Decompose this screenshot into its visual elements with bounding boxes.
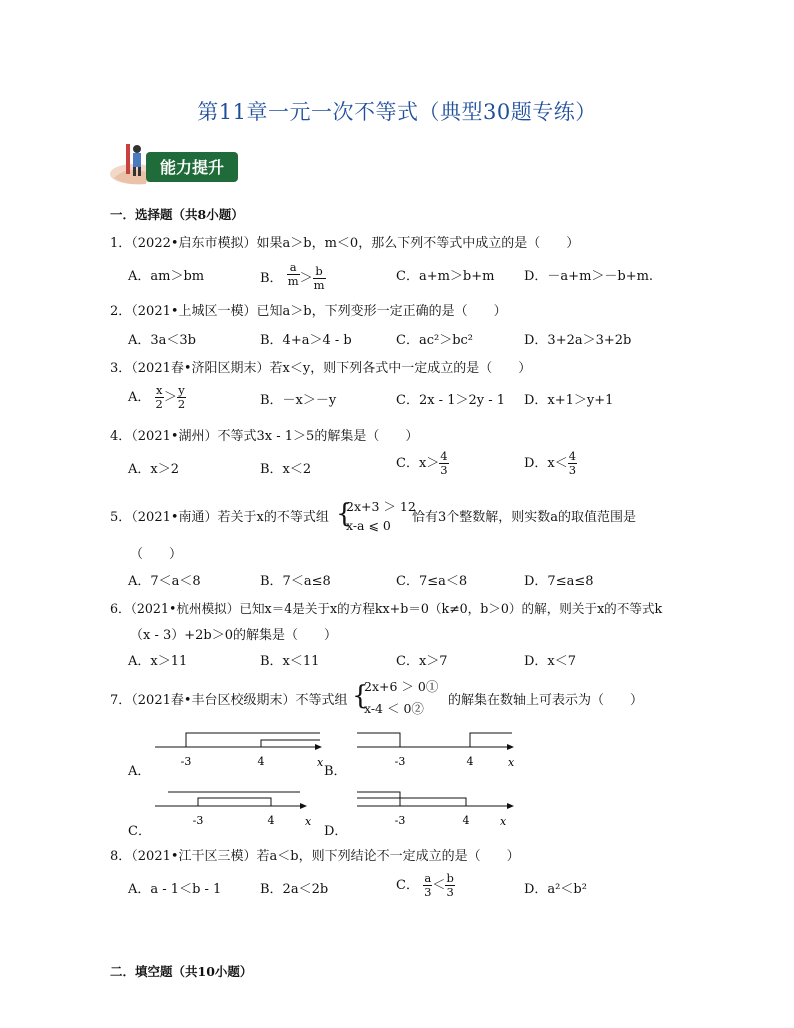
section-heading-fill: 二．填空题（共10小题） bbox=[110, 964, 253, 979]
axis-var: x bbox=[500, 815, 507, 828]
q7-number-line-a bbox=[150, 725, 330, 773]
q4-option-a: A．x＞2 bbox=[128, 462, 179, 477]
q5-option-d: D．7≤a≤8 bbox=[524, 574, 594, 589]
q4-option-b: B．x＜2 bbox=[260, 462, 312, 477]
axis-tick-right: 4 bbox=[462, 814, 470, 827]
badge-illustration-icon bbox=[106, 138, 242, 188]
q6-option-c: C．x＞7 bbox=[396, 654, 448, 669]
q5-option-b: B．7＜a≤8 bbox=[260, 574, 331, 589]
axis-tick-left: -3 bbox=[192, 814, 204, 827]
q4-option-c: C．x＞ $\frac{4}{3}$ bbox=[396, 449, 448, 477]
question-6-stem: 6．（2021•杭州模拟）已知x＝4是关于x的方程kx+b＝0（k≠0，b＞0）的解，则关于x的不等式k bbox=[110, 601, 663, 616]
ability-badge bbox=[106, 138, 242, 188]
q7-option-d: D． bbox=[324, 824, 348, 839]
q7-system-line-1: 2x+6 ＞ 0① bbox=[364, 679, 439, 694]
q7-number-line-d bbox=[352, 784, 532, 832]
question-4-stem: 4．（2021•湖州）不等式3x - 1＞5的解集是（ ） bbox=[110, 429, 419, 444]
q8-option-b: B．2a＜2b bbox=[260, 882, 329, 897]
question-2-stem: 2．（2021•上城区一模）已知a＞b，下列变形一定正确的是（ ） bbox=[110, 304, 507, 319]
q5-brace: { bbox=[336, 499, 353, 529]
q6-option-b: B．x＜11 bbox=[260, 654, 320, 669]
q6-option-a: A．x＞11 bbox=[128, 654, 188, 669]
axis-tick-right: 4 bbox=[267, 814, 275, 827]
q6-option-d: D．x＜7 bbox=[524, 654, 577, 669]
axis-tick-right: 4 bbox=[257, 755, 265, 768]
q5-system-line-1: 2x+3 ＞ 12 bbox=[346, 499, 416, 514]
q2-option-d: D．3+2a＞3+2b bbox=[524, 333, 632, 348]
q2-option-a: A．3a＜3b bbox=[128, 333, 197, 348]
q2-option-c: C．ac²＞bc² bbox=[396, 333, 474, 348]
q3-option-c: C．2x - 1＞2y - 1 bbox=[396, 393, 506, 408]
axis-tick-right: 4 bbox=[466, 755, 474, 768]
q5-option-a: A．7＜a＜8 bbox=[128, 574, 201, 589]
q2-option-b: B．4+a＞4 - b bbox=[260, 333, 352, 348]
q8-option-c: C． $\frac{a}{3}$ ＜ $\frac{b}{3}$ bbox=[396, 871, 454, 899]
q8-option-a: A．a - 1＜b - 1 bbox=[128, 882, 222, 897]
q7-system-line-2: x-4 ＜ 0② bbox=[364, 701, 424, 716]
q7-brace: { bbox=[352, 681, 369, 711]
question-5-stem-post: 恰有3个整数解，则实数a的取值范围是 bbox=[412, 510, 637, 525]
q3-option-a: A． $\frac{x}{2}$ ＞ $\frac{y}{2}$ bbox=[128, 383, 186, 411]
question-5-stem-tail: （ ） bbox=[130, 547, 183, 562]
q7-option-a: A． bbox=[128, 764, 151, 779]
question-7-stem-post: 的解集在数轴上可表示为（ ） bbox=[448, 693, 644, 708]
question-8-stem: 8．（2021•江干区三模）若a＜b，则下列结论不一定成立的是（ ） bbox=[110, 849, 520, 864]
q5-system-line-2: x-a ⩽ 0 bbox=[346, 518, 391, 533]
q5-option-c: C．7≤a＜8 bbox=[396, 574, 468, 589]
axis-var: x bbox=[317, 756, 324, 769]
q7-number-line-b bbox=[352, 725, 532, 773]
q1-option-d: D．－a+m＞－b+m. bbox=[524, 269, 654, 284]
question-7-stem-pre: 7．（2021春•丰台区校级期末）不等式组 bbox=[110, 693, 348, 708]
q1-option-a: A．am＞bm bbox=[128, 269, 205, 284]
section-heading-choice: 一．选择题（共8小题） bbox=[110, 207, 244, 222]
q7-number-line-c bbox=[150, 784, 330, 832]
q7-option-b: B． bbox=[324, 764, 347, 779]
axis-var: x bbox=[508, 756, 515, 769]
page-title: 第11章一元一次不等式（典型30题专练） bbox=[197, 100, 597, 124]
axis-tick-left: -3 bbox=[394, 755, 406, 768]
q3-option-d: D．x+1＞y+1 bbox=[524, 393, 614, 408]
q3-option-b: B．－x＞－y bbox=[260, 393, 337, 408]
q8-option-d: D．a²＜b² bbox=[524, 882, 587, 897]
axis-tick-left: -3 bbox=[394, 814, 406, 827]
axis-tick-left: -3 bbox=[180, 755, 192, 768]
question-3-stem: 3．（2021春•济阳区期末）若x＜y，则下列各式中一定成立的是（ ） bbox=[110, 361, 532, 376]
question-1-stem: 1．（2022•启东市模拟）如果a＞b，m＜0，那么下列不等式中成立的是（ ） bbox=[110, 236, 580, 251]
question-5-stem-pre: 5．（2021•南通）若关于x的不等式组 bbox=[110, 510, 329, 525]
q7-option-c: C． bbox=[128, 824, 151, 839]
question-6-stem-tail: （x - 3）+2b＞0的解集是（ ） bbox=[130, 628, 338, 643]
q4-option-d: D．x＜ $\frac{4}{3}$ bbox=[524, 449, 577, 477]
q1-option-b: B． $\frac{a}{m}$ ＞ $\frac{b}{m}$ bbox=[260, 260, 325, 292]
axis-var: x bbox=[305, 815, 312, 828]
q1-option-c: C．a+m＞b+m bbox=[396, 269, 495, 284]
badge-label: 能力提升 bbox=[159, 158, 225, 177]
